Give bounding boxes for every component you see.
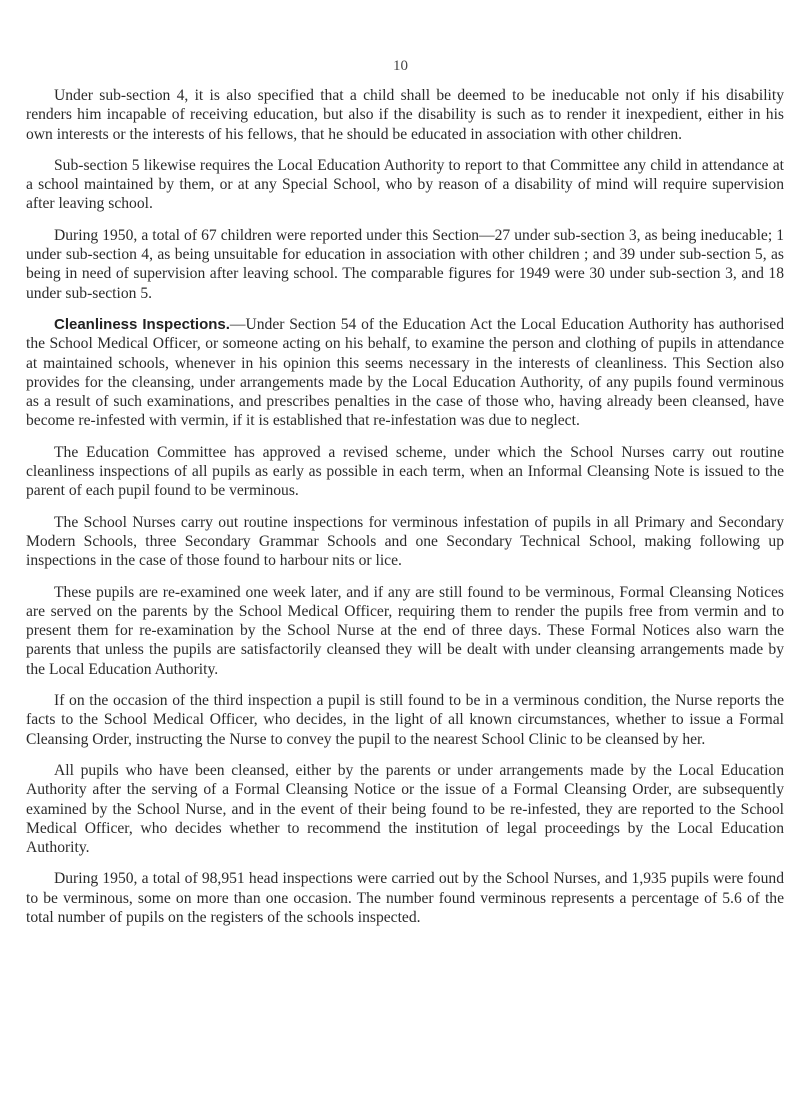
- paragraph-text: Under sub-section 4, it is also specified that a child shall be deemed to be ineducable not only if his disability renders him incapable of receiving education, but also if the disability is such as to render it inexpedient, either in his own interests or the interests of his fellows, that he should be educated in association with other children.: [26, 87, 784, 143]
- paragraph-8: [26, 691, 784, 749]
- paragraph-text: Sub-section 5 likewise requires the Local Education Authority to report to that Committee any child in attendance at a school maintained by them, or at any Special School, who by reason of a disability of mind will require supervision after leaving school.: [26, 156, 784, 213]
- section-heading: Cleanliness Inspections.: [54, 315, 230, 333]
- paragraph-1: [26, 86, 784, 144]
- page-number: 10: [393, 58, 408, 74]
- paragraph-4: [26, 315, 784, 431]
- document-body: [26, 86, 784, 939]
- paragraph-3: [26, 226, 784, 303]
- paragraph-text: The School Nurses carry out routine inspections for verminous infestation of pupils in all Primary and Secondary Modern Schools, three Secondary Grammar Schools and one Secondary Technical School, making following up inspections in the case of those found to harbour nits or lice.: [26, 513, 784, 570]
- paragraph-9: [26, 761, 784, 857]
- paragraph-text: During 1950, a total of 98,951 head inspections were carried out by the School Nurses, and 1,935 pupils were found to be verminous, some on more than one occasion. The number found verminous represents a percentage of 5.6 of the total number of pupils on the registers of the schools inspected.: [26, 870, 784, 926]
- paragraph-text: —Under Section 54 of the Education Act the Local Education Authority has authorised the School Medical Officer, or someone acting on his behalf, to examine the person and clothing of pupils in attendance at maintained schools, whenever in his opinion this seems necessary in the interests of cleanliness. This Section also provides for the cleansing, under arrangements made by the Local Education Authority, of any pupils found verminous as a result of such examinations, and prescribes penalties in the case of those who, having already been cleansed, have become re-infested with vermin, if it is established that re-infestation was due to neglect.: [26, 315, 784, 430]
- paragraph-text: If on the occasion of the third inspection a pupil is still found to be in a verminous condition, the Nurse reports the facts to the School Medical Officer, who decides, in the light of all known circumstances, whether to issue a Formal Cleansing Order, instructing the Nurse to convey the pupil to the nearest School Clinic to be cleansed by her.: [26, 692, 784, 748]
- paragraph-text: All pupils who have been cleansed, either by the parents or under arrangements made by the Local Education Authority after the serving of a Formal Cleansing Notice or the issue of a Formal Cleansing Order, are subsequently examined by the School Nurse, and in the event of their being found to be re-infested, they are reported to the School Medical Officer, who decides whether to recommend the institution of legal proceedings by the Local Education Authority.: [26, 761, 784, 857]
- paragraph-2: [26, 156, 784, 214]
- paragraph-text: During 1950, a total of 67 children were reported under this Section—27 under sub-section 3, as being ineducable; 1 under sub-section 4, as being unsuitable for education in association with other children ; and 39 under sub-section 5, as being in need of supervision after leaving school. The comparable figures for 1949 were 30 under sub-section 3, and 18 under sub-section 5.: [26, 226, 784, 302]
- paragraph-10: [26, 869, 784, 927]
- paragraph-text: The Education Committee has approved a revised scheme, under which the School Nurses carry out routine cleanliness inspections of all pupils as early as possible in each term, when an Informal Cleansing Note is issued to the parent of each pupil found to be verminous.: [26, 443, 784, 500]
- paragraph-5: [26, 443, 784, 501]
- paragraph-text: These pupils are re-examined one week later, and if any are still found to be verminous, Formal Cleansing Notices are served on the parents by the School Medical Officer, requiring them to render the pupils free from vermin and to present them for re-examination by the School Nurse at the end of three days. These Formal Notices also warn the parents that unless the pupils are satisfactorily cleansed they will be dealt with under cleansing arrangements made by the Local Education Authority.: [26, 583, 784, 678]
- paragraph-7: [26, 583, 784, 679]
- paragraph-6: [26, 513, 784, 571]
